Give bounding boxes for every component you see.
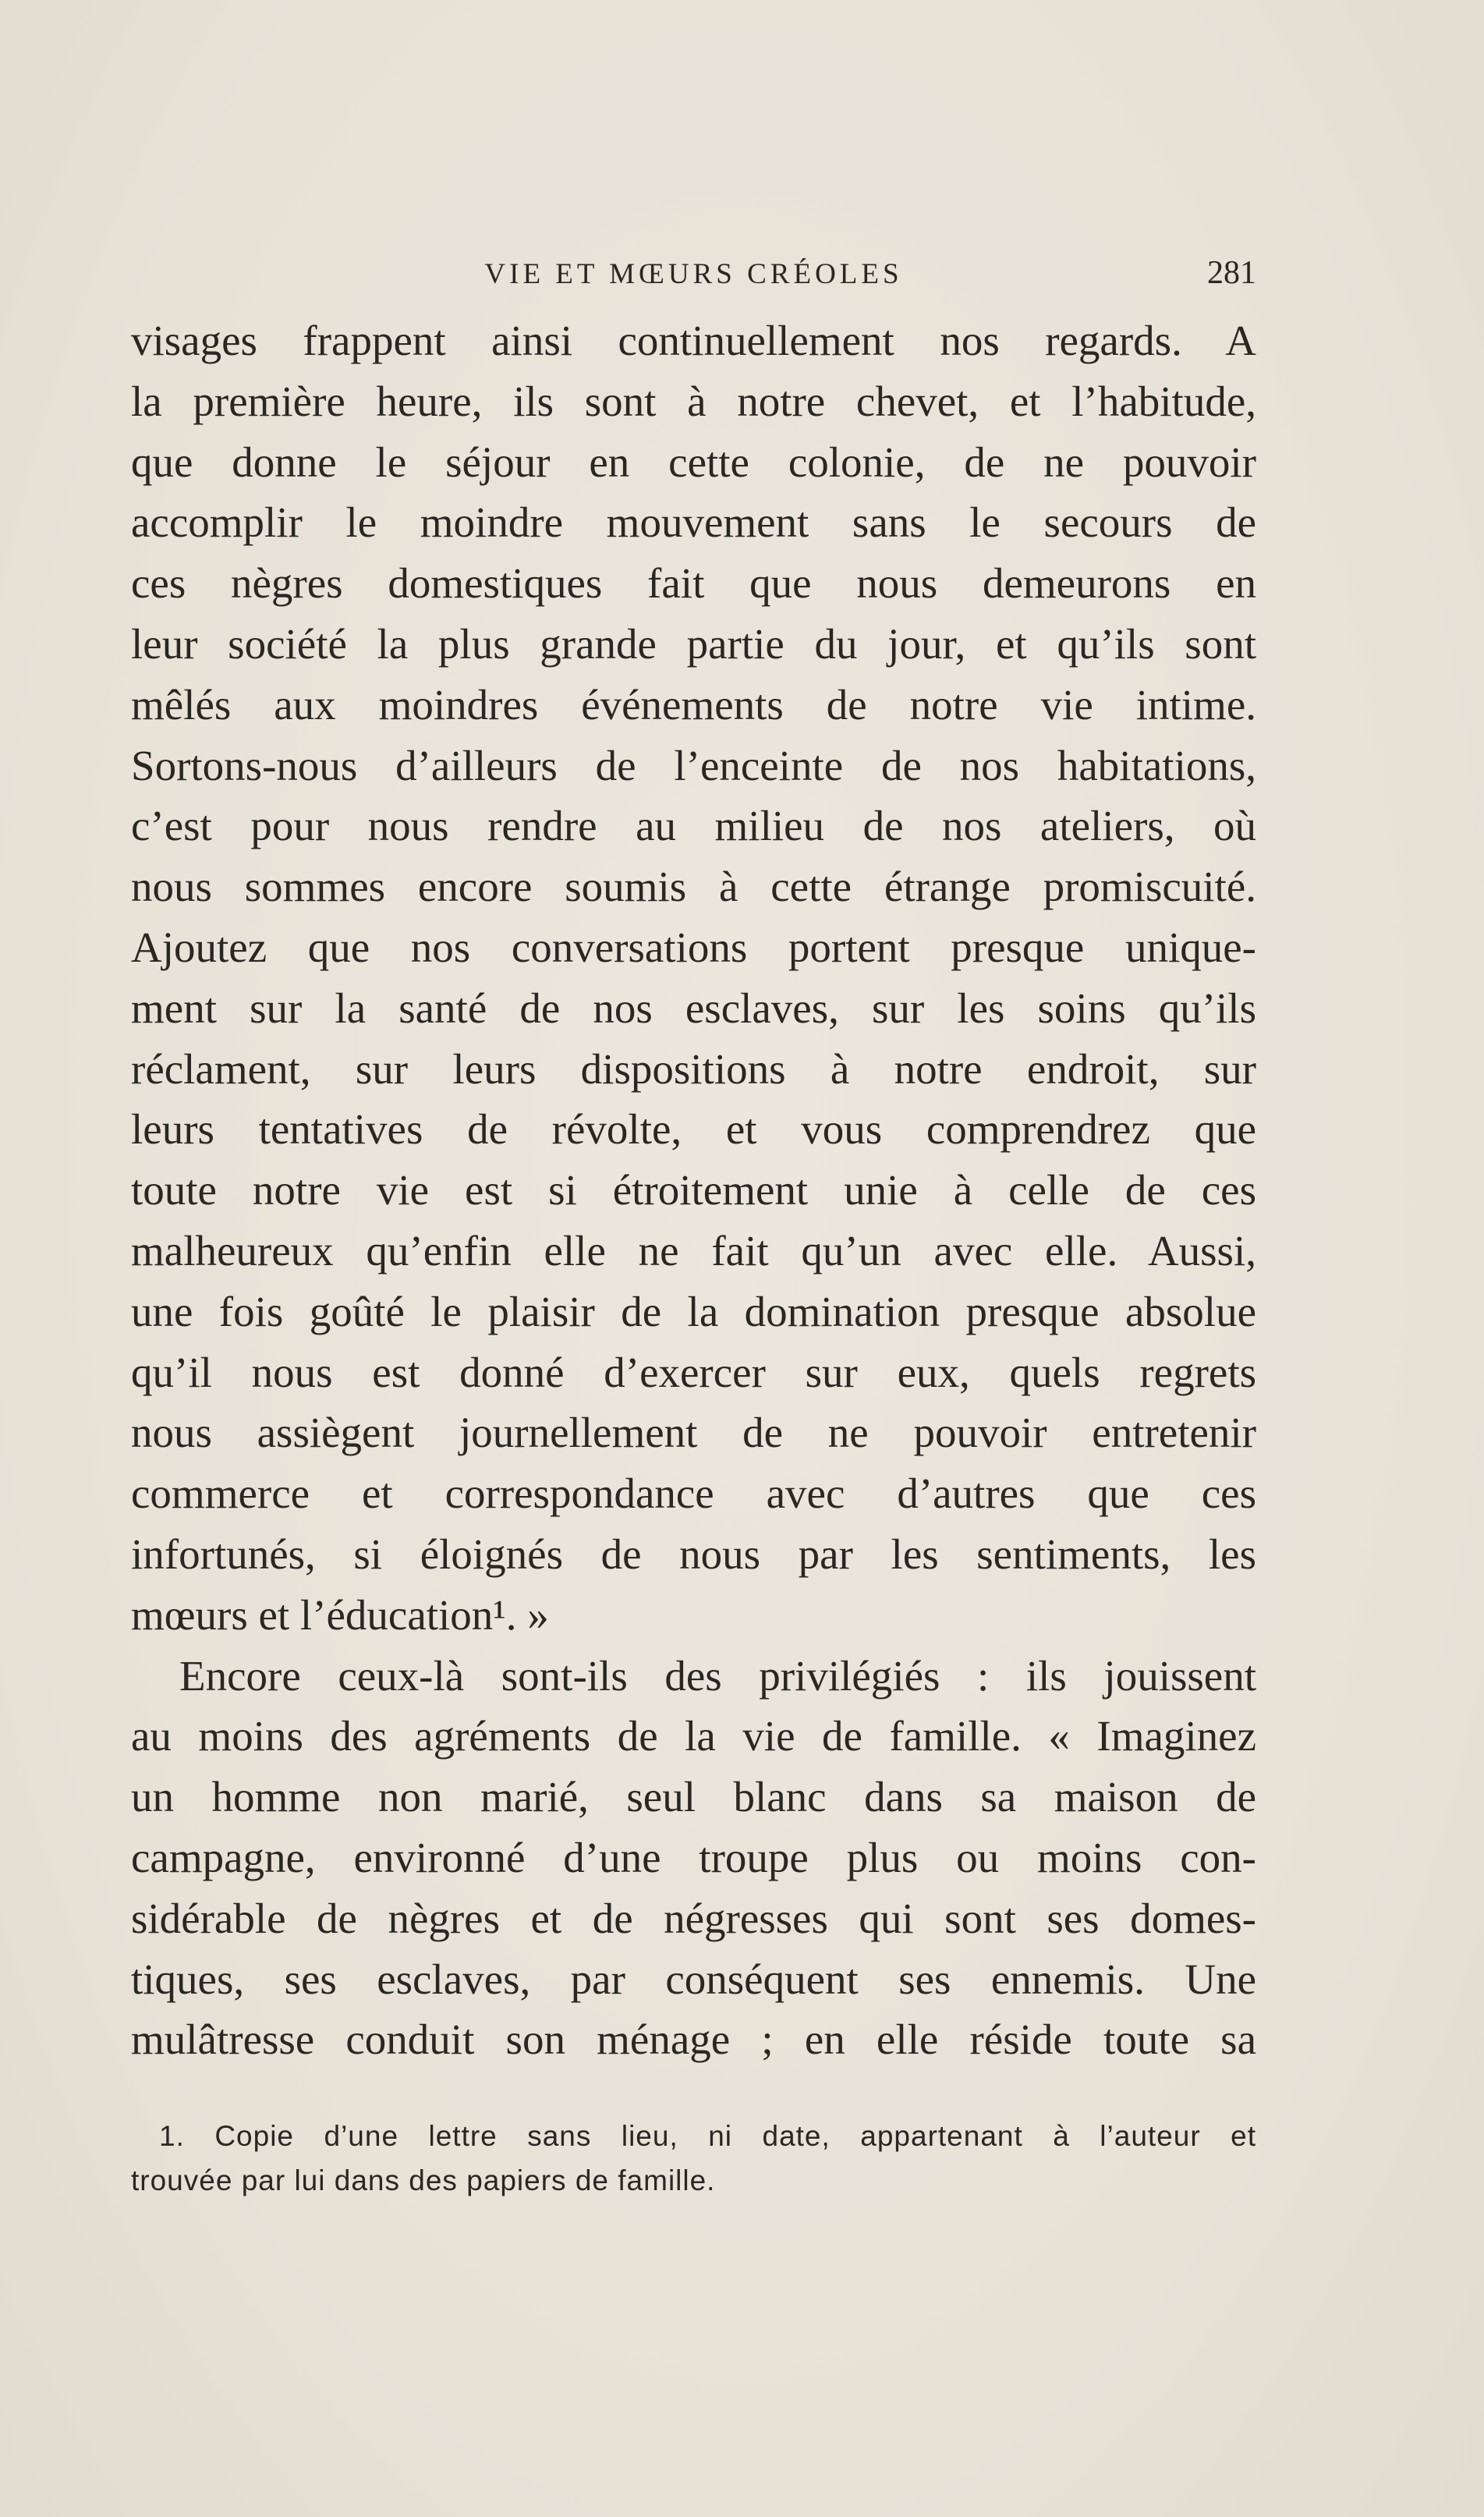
text-line: la première heure, ils sont à notre chevet, et l’habitude, [131,377,1256,425]
running-title: VIE ET MŒURS CRÉOLES [484,258,903,290]
text-line: Sortons-nous d’ailleurs de l’enceinte de nos habitations, [131,741,1256,789]
paragraph-end-line: mœurs et l’éducation¹. » [131,1590,549,1639]
text-line: que donne le séjour en cette colonie, de ne pouvoir [131,438,1256,486]
text-line: une fois goûté le plaisir de la domination presque absolue [131,1287,1256,1335]
paragraph-start-line: Encore ceux-là sont-ils des privilégiés : ils jouissent [179,1651,1256,1700]
body-text [131,310,1256,2070]
text-line: au moins des agréments de la vie de famille. « Imaginez [131,1712,1256,1760]
running-head [131,251,1256,298]
text-line: tiques, ses esclaves, par conséquent ses ennemis. Une [131,1955,1256,2003]
text-line: nous assiègent journellement de ne pouvoir entretenir [131,1409,1256,1457]
text-line: un homme non marié, seul blanc dans sa maison de [131,1773,1256,1821]
text-line: malheureux qu’enfin elle ne fait qu’un avec elle. Aussi, [131,1226,1256,1274]
text-line: campagne, environné d’une troupe plus ou moins con- [131,1833,1256,1881]
page-number: 281 [1207,255,1256,291]
text-line: toute notre vie est si étroitement unie à celle de ces [131,1166,1256,1214]
text-line: leurs tentatives de révolte, et vous comprendrez que [131,1105,1256,1154]
footnote-line: trouvée par lui dans des papiers de famille. [131,2164,716,2196]
text-line: commerce et correspondance avec d’autres que ces [131,1469,1256,1518]
text-line: infortunés, si éloignés de nous par les sentiments, les [131,1530,1256,1578]
footnote [131,2114,1256,2203]
text-line: leur société la plus grande partie du jour, et qu’ils sont [131,619,1256,668]
text-line: sidérable de nègres et de négresses qui sont ses domes- [131,1894,1256,1942]
text-line: réclament, sur leurs dispositions à notre endroit, sur [131,1044,1256,1093]
text-line: ces nègres domestiques fait que nous demeurons en [131,559,1256,608]
text-line: visages frappent ainsi continuellement nos regards. A [131,317,1256,364]
text-line: mulâtresse conduit son ménage ; en elle réside toute sa [131,2015,1256,2064]
text-line: Ajoutez que nos conversations portent presque unique- [131,923,1256,971]
footnote-line: 1. Copie d’une lettre sans lieu, ni date, appartenant à l’auteur et [159,2120,1256,2152]
text-line: qu’il nous est donné d’exercer sur eux, quels regrets [131,1348,1256,1396]
text-line: c’est pour nous rendre au milieu de nos ateliers, où [131,802,1256,850]
text-line: accomplir le moindre mouvement sans le secours de [131,498,1256,547]
text-line: nous sommes encore soumis à cette étrange promiscuité. [131,863,1256,911]
text-line: ment sur la santé de nos esclaves, sur les soins qu’ils [131,984,1256,1032]
text-line: mêlés aux moindres événements de notre vie intime. [131,680,1256,729]
